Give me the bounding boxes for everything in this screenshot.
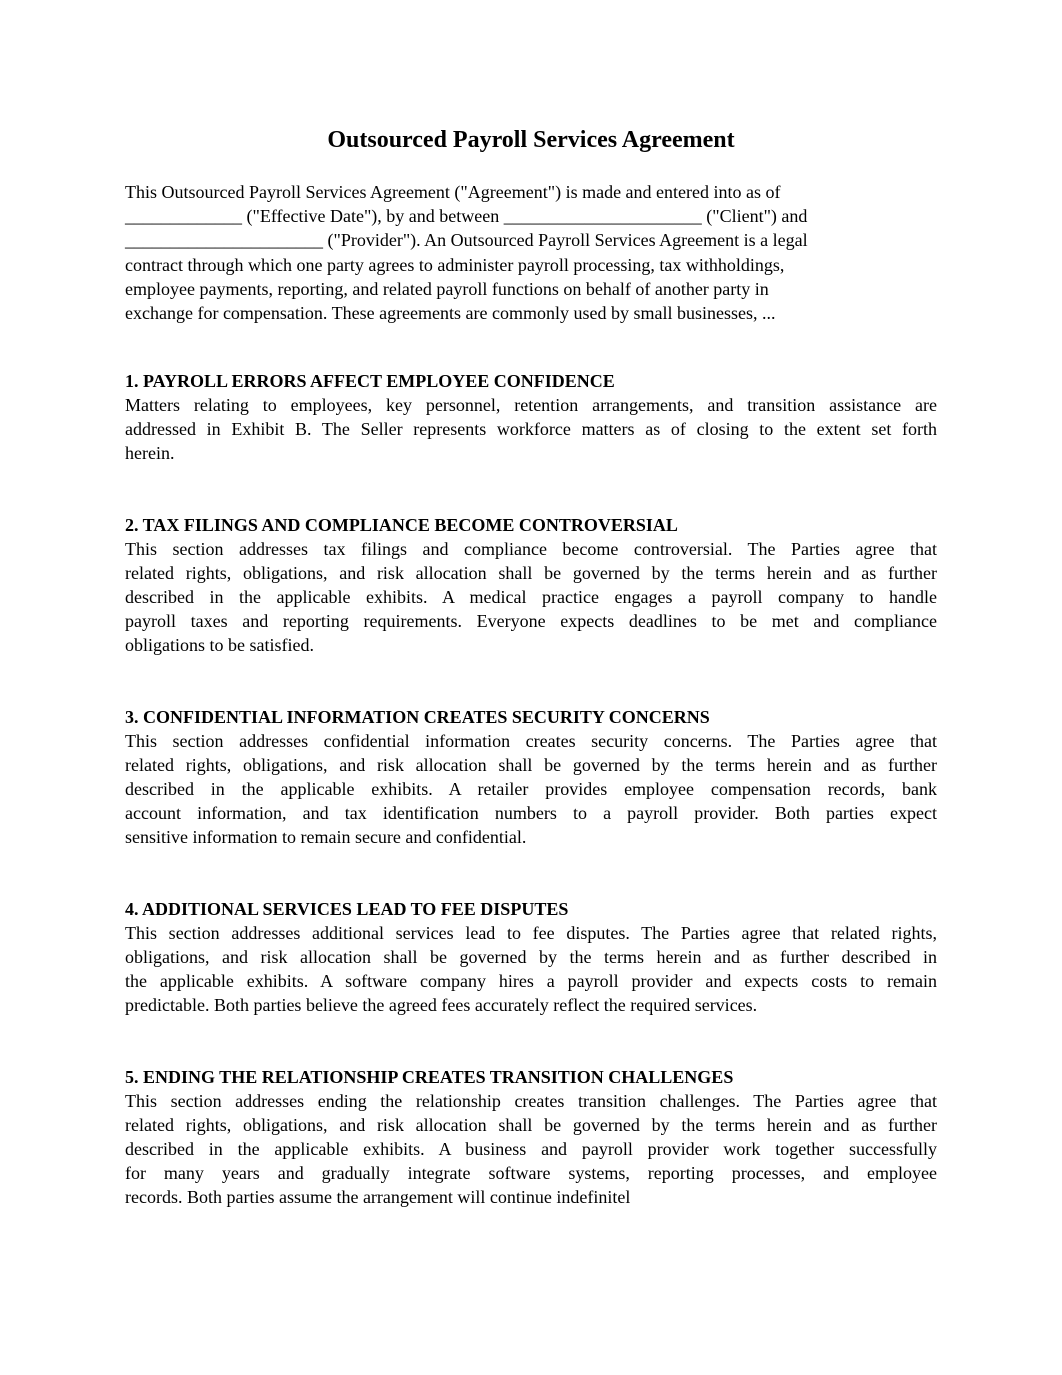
section-heading: 5. ENDING THE RELATIONSHIP CREATES TRANSITION CHALLENGES xyxy=(125,1067,734,1087)
section-line: sensitive information to remain secure and confidential. xyxy=(125,827,527,847)
section-line: described in the applicable exhibits. A retailer provides employee compensation records, bank xyxy=(125,779,937,799)
section-line: payroll taxes and reporting requirements. Everyone expects deadlines to be met and compliance xyxy=(125,611,937,631)
section-line: related rights, obligations, and risk allocation shall be governed by the terms herein and as further xyxy=(125,1115,937,1135)
section-line: related rights, obligations, and risk allocation shall be governed by the terms herein and as further xyxy=(125,755,937,775)
section-line: obligations, and risk allocation shall be governed by the terms herein and as further described in xyxy=(125,947,937,967)
intro-line: employee payments, reporting, and related payroll functions on behalf of another party in xyxy=(125,278,769,299)
intro-line: This Outsourced Payroll Services Agreement ("Agreement") is made and entered into as of xyxy=(125,182,781,202)
section-line: Matters relating to employees, key personnel, retention arrangements, and transition assistance are xyxy=(125,395,937,415)
intro-line: ______________________ ("Provider"). An Outsourced Payroll Services Agreement is a legal xyxy=(125,230,808,251)
section-body xyxy=(125,393,937,465)
section-line: the applicable exhibits. A software company hires a payroll provider and expects costs to remain xyxy=(125,971,937,991)
section-heading: 1. PAYROLL ERRORS AFFECT EMPLOYEE CONFIDENCE xyxy=(125,371,615,391)
section-body xyxy=(125,1089,937,1209)
section-body xyxy=(125,921,937,1017)
section-line: This section addresses ending the relationship creates transition challenges. The Parties agree that xyxy=(125,1091,937,1111)
section-line: This section addresses additional services lead to fee disputes. The Parties agree that related rights, xyxy=(125,923,937,943)
section-line: addressed in Exhibit B. The Seller represents workforce matters as of closing to the extent set forth xyxy=(125,419,937,439)
section-3 xyxy=(125,705,937,849)
section-heading: 4. ADDITIONAL SERVICES LEAD TO FEE DISPUTES xyxy=(125,899,569,919)
section-1 xyxy=(125,369,937,465)
section-line: herein. xyxy=(125,443,175,463)
section-line: described in the applicable exhibits. A business and payroll provider work together successfully xyxy=(125,1139,937,1159)
section-body xyxy=(125,537,937,657)
section-4 xyxy=(125,897,937,1017)
section-line: obligations to be satisfied. xyxy=(125,635,314,655)
intro-paragraph xyxy=(125,180,940,325)
intro-line: _____________ ("Effective Date"), by and between ______________________ ("Client") and xyxy=(125,206,808,227)
intro-line: exchange for compensation. These agreements are commonly used by small businesses, ... xyxy=(125,303,776,324)
section-line: This section addresses confidential information creates security concerns. The Parties agree that xyxy=(125,731,937,751)
section-line: account information, and tax identification numbers to a payroll provider. Both parties expect xyxy=(125,803,937,823)
section-2 xyxy=(125,513,937,657)
section-line: This section addresses tax filings and compliance become controversial. The Parties agree that xyxy=(125,539,937,559)
section-line: related rights, obligations, and risk allocation shall be governed by the terms herein and as further xyxy=(125,563,937,583)
section-line: for many years and gradually integrate software systems, reporting processes, and employee xyxy=(125,1163,937,1183)
section-line: described in the applicable exhibits. A medical practice engages a payroll company to handle xyxy=(125,587,937,607)
section-line: predictable. Both parties believe the agreed fees accurately reflect the required services. xyxy=(125,995,758,1015)
section-heading: 2. TAX FILINGS AND COMPLIANCE BECOME CONTROVERSIAL xyxy=(125,515,678,535)
section-body xyxy=(125,729,937,849)
section-heading: 3. CONFIDENTIAL INFORMATION CREATES SECURITY CONCERNS xyxy=(125,707,710,727)
section-5 xyxy=(125,1065,937,1209)
document-title: Outsourced Payroll Services Agreement xyxy=(327,127,735,153)
intro-line: contract through which one party agrees to administer payroll processing, tax withholdings, xyxy=(125,254,785,275)
section-line: records. Both parties assume the arrangement will continue indefinitel xyxy=(125,1187,631,1207)
